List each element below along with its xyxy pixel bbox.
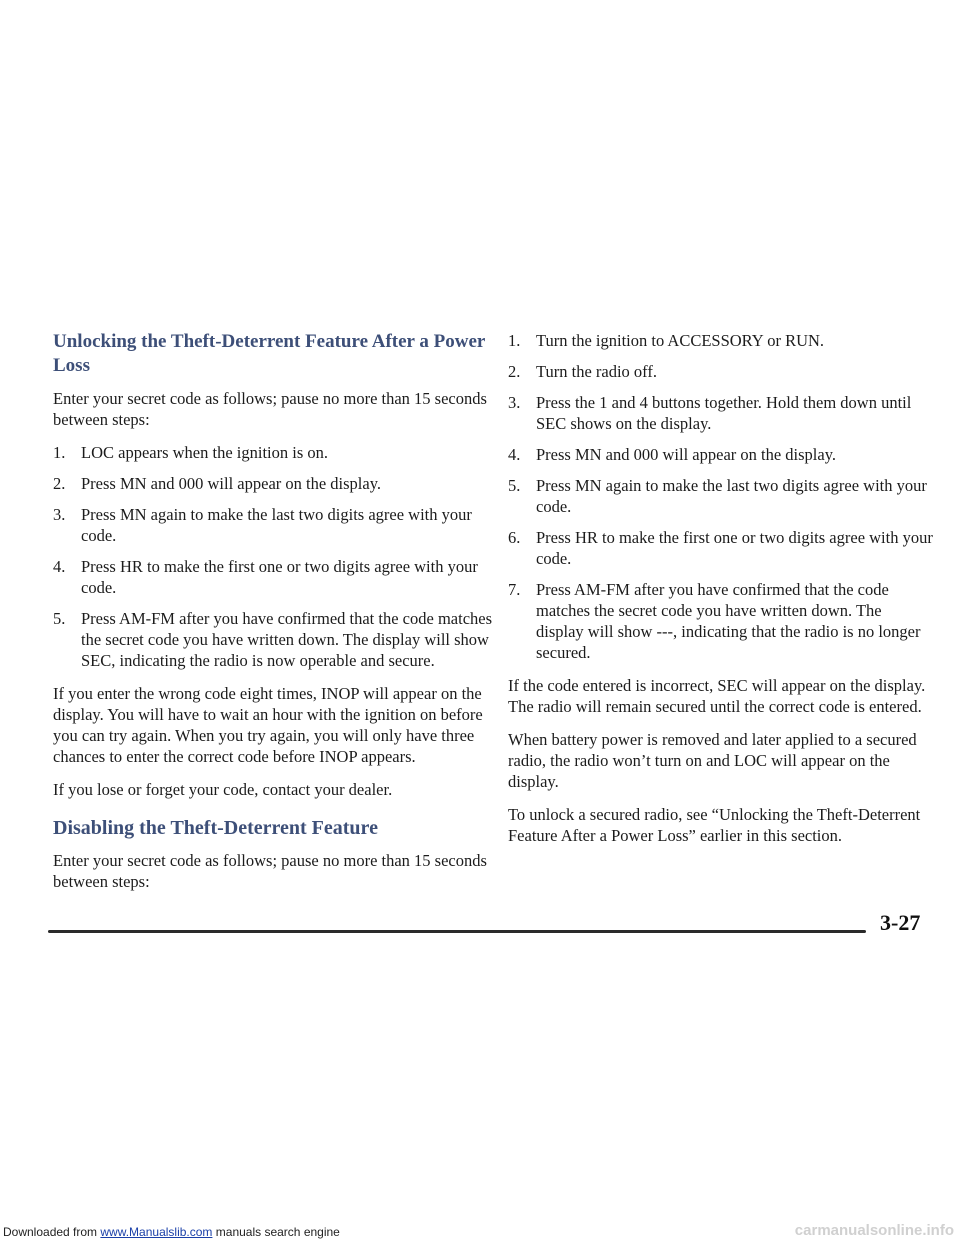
lose-code-paragraph: If you lose or forget your code, contact your dealer. — [53, 780, 393, 799]
unlock-reference-paragraph: To unlock a secured radio, see “Unlocking the Theft-Deterrent Feature After a Power Loss” earlier in this section. — [508, 805, 921, 845]
list-item — [508, 527, 933, 569]
step-text: Press MN and 000 will appear on the display. — [536, 445, 837, 464]
list-item — [53, 556, 493, 598]
battery-paragraph: When battery power is removed and later applied to a secured radio, the radio won’t turn on and LOC will appear on the display. — [508, 730, 917, 791]
section-heading-unlocking: Unlocking the Theft-Deterrent Feature After a Power Loss — [53, 331, 485, 376]
list-item — [508, 361, 933, 382]
incorrect-code-paragraph: If the code entered is incorrect, SEC will appear on the display. The radio will remain secured until the correct code is entered. — [508, 676, 926, 716]
footer-prefix: Downloaded from — [3, 1225, 101, 1239]
section-heading-disabling: Disabling the Theft-Deterrent Feature — [53, 817, 378, 839]
list-item — [508, 330, 933, 351]
intro-paragraph: Enter your secret code as follows; pause no more than 15 seconds between steps: — [53, 389, 487, 429]
step-number: 6. — [508, 528, 521, 547]
step-text: Press HR to make the first one or two digits agree with your code. — [81, 557, 478, 597]
right-column — [508, 330, 933, 858]
step-text: Press AM-FM after you have confirmed that the code matches the secret code you have written down. The display will show SEC, indicating the radio is now operable and secure. — [81, 609, 493, 670]
step-number: 1. — [508, 331, 521, 350]
step-text: Press MN and 000 will appear on the display. — [81, 474, 382, 493]
step-text: Press the 1 and 4 buttons together. Hold them down until SEC shows on the display. — [536, 393, 912, 433]
step-number: 5. — [53, 609, 66, 628]
step-number: 5. — [508, 476, 521, 495]
step-text: Turn the ignition to ACCESSORY or RUN. — [536, 331, 825, 350]
left-column — [53, 330, 493, 904]
step-number: 1. — [53, 443, 66, 462]
intro-paragraph-disabling: Enter your secret code as follows; pause no more than 15 seconds between steps: — [53, 851, 487, 891]
step-text: Press MN again to make the last two digits agree with your code. — [81, 505, 472, 545]
list-item — [53, 504, 493, 546]
step-number: 4. — [508, 445, 521, 464]
list-item — [508, 392, 933, 434]
list-item — [508, 444, 933, 465]
step-text: Turn the radio off. — [536, 362, 657, 381]
wrong-code-paragraph: If you enter the wrong code eight times, INOP will appear on the display. You will have to wait an hour with the ignition on before you can try again. When you try again, you will only have three chances to enter the correct code before INOP appears. — [53, 684, 483, 766]
list-item — [53, 442, 493, 463]
list-item — [508, 579, 933, 663]
step-number: 3. — [53, 505, 66, 524]
unlock-steps-list — [53, 442, 493, 671]
step-number: 2. — [508, 362, 521, 381]
step-number: 3. — [508, 393, 521, 412]
footer-rule — [48, 930, 866, 933]
step-text: Press AM-FM after you have confirmed that the code matches the secret code you have written down. The display will show ---, indicating that the radio is no longer secured. — [536, 580, 921, 662]
list-item — [508, 475, 933, 517]
page-number: 3-27 — [880, 910, 921, 935]
list-item — [53, 473, 493, 494]
download-footer — [3, 1225, 340, 1239]
list-item — [53, 608, 493, 671]
step-number: 2. — [53, 474, 66, 493]
footer-suffix: manuals search engine — [212, 1225, 340, 1239]
watermark: carmanualsonline.info — [794, 1222, 954, 1239]
step-number: 7. — [508, 580, 521, 599]
step-number: 4. — [53, 557, 66, 576]
step-text: Press HR to make the first one or two digits agree with your code. — [536, 528, 933, 568]
step-text: LOC appears when the ignition is on. — [81, 443, 329, 462]
step-text: Press MN again to make the last two digits agree with your code. — [536, 476, 927, 516]
manualslib-link[interactable]: www.Manualslib.com — [100, 1225, 213, 1239]
disable-steps-list — [508, 330, 933, 663]
